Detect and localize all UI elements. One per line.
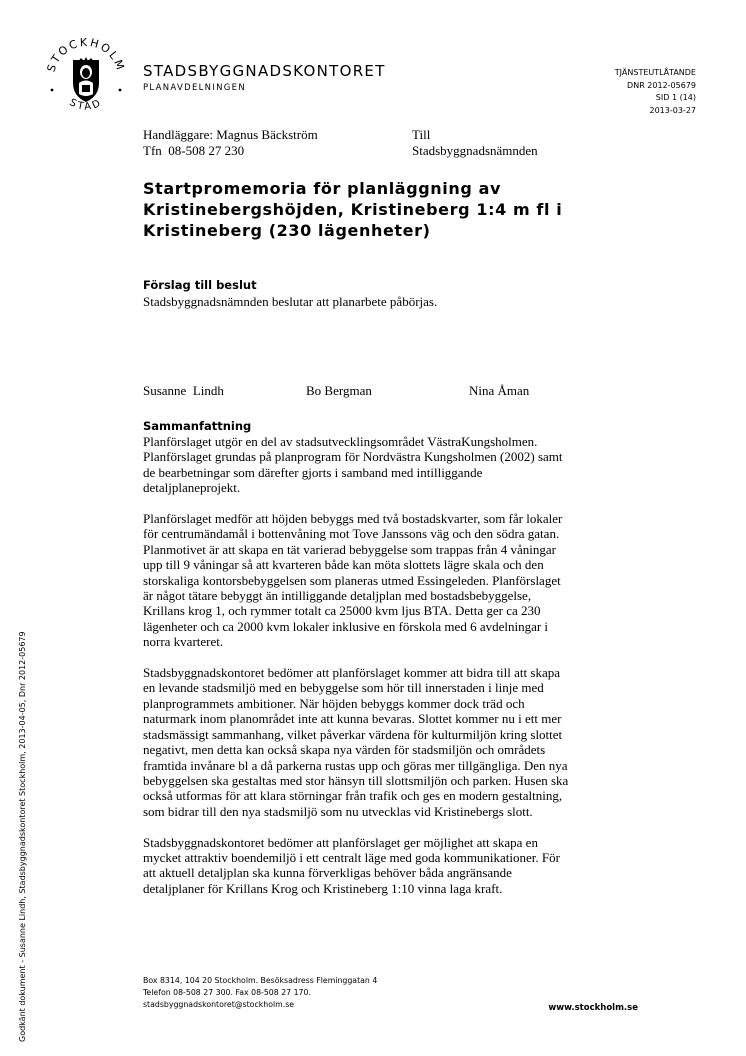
logo-upper-text: STOCKHOLM — [44, 35, 128, 74]
text-line: naturmark inom planområdet inte att kunna bevaras. Slottet kommer nu i ett mer — [143, 711, 562, 727]
summary-heading: Sammanfattning — [143, 419, 252, 433]
document-title: Startpromemoria för planläggning av Kristinebergshöjden, Kristineberg 1:4 m fl i Kristineberg (230 lägenheter) — [143, 179, 563, 240]
document-meta — [615, 67, 696, 117]
signature-name: Nina Åman — [469, 383, 530, 398]
page-number: SID 1 (14) — [655, 93, 696, 102]
text-line: Planförslaget medför att höjden bebyggs med två bostadskvarter, som får lokaler — [143, 511, 563, 527]
organization-name: STADSBYGGNADSKONTORET — [143, 62, 386, 80]
text-line: upp till 9 våningar så att kvarteren både kan möta slottets lägre skala och den — [143, 557, 544, 573]
text-line: att aktuell detaljplan ska kunna förverkligas behöver båda angränsande — [143, 865, 512, 881]
text-line: framtida invånare bl a då parkerna rustas upp och göras mer tillgängliga. Den nya — [143, 757, 568, 773]
text-line: som bidrar till den nya stadsmiljö som nu utvecklas vid Kristinebergs slott. — [143, 803, 533, 819]
department-name: PLANAVDELNINGEN — [143, 83, 247, 93]
text-line: Planförslaget grundas på planprogram för Nordvästra Kungsholmen (2002) samt — [143, 449, 563, 465]
handler-name: Handläggare: Magnus Bäckström — [143, 127, 318, 142]
text-line: stadsmässigt sammanhang, vilket påverkar värdena för kulturmiljön kring slottet — [143, 726, 563, 742]
text-line: för centrumändamål i bottenvåning mot Tove Janssons väg och den södra gatan. — [143, 526, 560, 542]
text-line: Krillans krog 1, och rymmer totalt ca 25000 kvm ljus BTA. Detta ger ca 230 — [143, 603, 541, 619]
summary-paragraph — [143, 511, 643, 650]
text-line: planprogrammets ambitioner. När höjden bebyggs kommer dock träd och — [143, 695, 525, 711]
document-dnr: DNR 2012-05679 — [627, 80, 696, 90]
footer-address: Box 8314, 104 20 Stockholm. Besöksadress Fleminggatan 4 — [143, 976, 378, 985]
summary-paragraph — [143, 434, 643, 496]
logo-lower-text: STAD — [67, 97, 105, 113]
document-type: TJÄNSTEUTLÅTANDE — [614, 68, 696, 77]
footer-contact — [143, 975, 377, 1011]
proposal-heading: Förslag till beslut — [143, 278, 257, 292]
signature-name: Susanne Lindh — [143, 383, 224, 398]
text-line: är något tätare bebyggt än intilliggande detaljplan med bostadsbebyggelse, — [143, 588, 532, 604]
recipient-name: Stadsbyggnadsnämnden — [412, 142, 538, 158]
text-line: lägenheter och ca 2000 kvm lokaler inklusive en förskola med 6 avdelningar i — [143, 618, 549, 634]
text-line: storskaliga kontorsbebyggelsen som planeras utmed Essingeleden. Planförslaget — [143, 572, 561, 588]
text-line: Planförslaget utgör en del av stadsutvecklingsområdet VästraKungsholmen. — [143, 434, 538, 449]
footer-phone: Telefon 08-508 27 300. Fax 08-508 27 170. — [143, 988, 311, 997]
summary-body — [143, 434, 643, 912]
proposal-text: Stadsbyggnadsnämnden beslutar att planarbete påbörjas. — [143, 294, 438, 309]
document-date: 2013-03-27 — [649, 105, 696, 115]
recipient-label: Till — [412, 127, 431, 142]
text-line: bebyggelsen ska gestaltas med stor hänsyn till slottsmiljön och parken. Husen ska — [143, 772, 569, 788]
stockholm-stad-logo — [40, 28, 132, 124]
text-line: mycket attraktiv boendemiljö i ett centralt läge med goda kommunikationer. För — [143, 849, 560, 865]
text-line: Stadsbyggnadskontoret bedömer att planförslaget kommer att bidra till att skapa — [143, 665, 560, 681]
text-line: detaljplaneprojekt. — [143, 480, 241, 496]
text-line: Planmotivet är att skapa en tät varierad bebyggelse som trappas från 4 våningar — [143, 541, 556, 557]
text-line: också utformas för att klara störningar från trafik och ges en modern gestaltning, — [143, 788, 563, 804]
handler-block — [143, 127, 318, 158]
text-line: norra kvarteret. — [143, 634, 224, 650]
approval-side-note: Godkänt dokument - Susanne Lindh, Stadsbyggnadskontoret Stockholm, 2013-04-05, Dnr 2012-05679 — [18, 631, 27, 1042]
footer-website-link[interactable]: www.stockholm.se — [548, 1003, 638, 1013]
text-line: Stadsbyggnadskontoret bedömer att planförslaget ger möjlighet att skapa en — [143, 834, 538, 850]
recipient-block — [412, 127, 538, 158]
signature-name: Bo Bergman — [306, 383, 372, 398]
text-line: detaljplaner för Krillans Krog och Kristineberg 1:10 vinna laga kraft. — [143, 880, 503, 896]
text-line: de bearbetningar som därefter gjorts i samband med intilliggande — [143, 464, 483, 480]
crest-icon — [73, 57, 99, 102]
summary-paragraph — [143, 835, 643, 897]
footer-email[interactable]: stadsbyggnadskontoret@stockholm.se — [143, 1000, 295, 1009]
handler-phone: Tfn 08-508 27 230 — [143, 142, 245, 158]
text-line: en levande stadsmiljö med en bebyggelse som hör till innerstaden i linje med — [143, 680, 544, 696]
summary-paragraph — [143, 665, 643, 819]
text-line: negativt, men detta kan också skapa nya värden för stadsmiljön och områdets — [143, 742, 546, 758]
